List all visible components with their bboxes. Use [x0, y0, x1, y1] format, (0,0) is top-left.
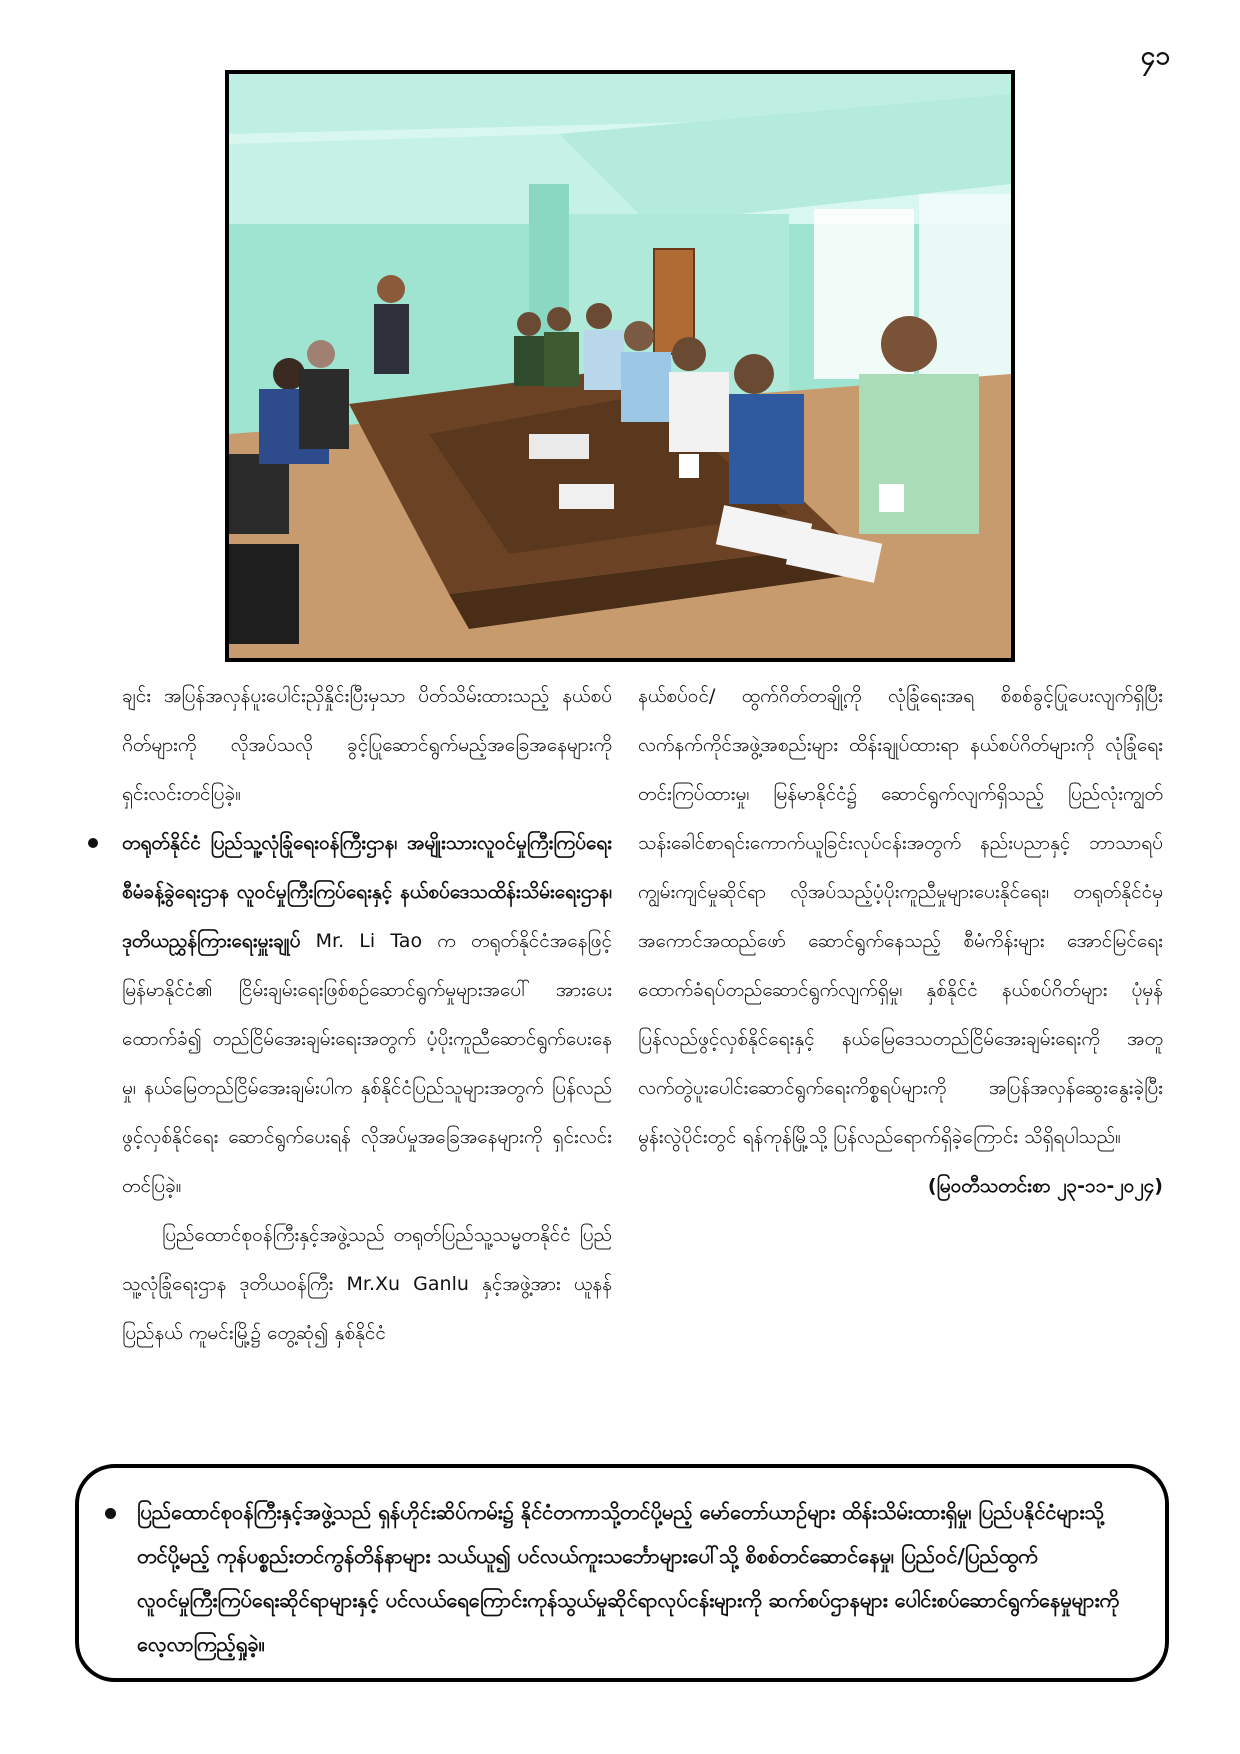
bullet-icon [105, 1508, 116, 1519]
bullet-paragraph [122, 819, 612, 1211]
left-paragraph-1: ချင်း အပြန်အလှန်ပူးပေါင်းညှိနှိုင်းပြီးမှသာ ပိတ်သိမ်းထားသည့် နယ်စပ်ဂိတ်များကို လိုအပ်သလို ခွင့်ပြုဆောင်ရွက်မည့်အခြေအနေများကို ရှင်းလင်းတင်ပြခဲ့။ [122, 685, 612, 805]
bullet-text: Mr. Li Tao က တရုတ်နိုင်ငံအနေဖြင့် မြန်မာနိုင်ငံ၏ ငြိမ်းချမ်းရေးဖြစ်စဉ်ဆောင်ရွက်မှုများအပေါ် အားပေးထောက်ခံ၍ တည်ငြိမ်အေးချမ်းရေးအတွက် ပံ့ပိုးကူညီဆောင်ရွက်ပေးနေမှု၊ နယ်မြေတည်ငြိမ်အေးချမ်းပါက နှစ်နိုင်ငံပြည်သူများအတွက် ပြန်လည်ဖွင့်လှစ်နိုင်ရေး ဆောင်ရွက်ပေးရန် လိုအပ်မှုအခြေအနေများကို ရှင်းလင်းတင်ပြခဲ့။ [122, 930, 612, 1197]
page-number: ၄၁ [1140, 41, 1170, 71]
left-column [122, 672, 612, 1358]
meeting-photo [225, 70, 1015, 662]
bullet-icon [88, 838, 98, 848]
bullet-bold-text: တရုတ်နိုင်ငံ ပြည်သူ့လုံခြုံရေးဝန်ကြီးဌာန၊ အမျိုးသားလူဝင်မှုကြီးကြပ်ရေးစီမံခန့်ခွဲရေးဌာန လူဝင်မှုကြီးကြပ်ရေးနှင့် နယ်စပ်ဒေသထိန်းသိမ်းရေးဌာန၊ ဒုတိယညွှန်ကြားရေးမှူးချုပ် [122, 832, 612, 952]
news-source: (မြဝတီသတင်းစာ ၂၃-၁၁-၂၀၂၄) [927, 1175, 1163, 1197]
left-paragraph-3: ပြည်ထောင်စုဝန်ကြီးနှင့်အဖွဲ့သည် တရုတ်ပြည်သူ့သမ္မတနိုင်ငံ ပြည်သူ့လုံခြုံရေးဌာန ဒုတိယဝန်ကြီး Mr.Xu Ganlu နှင့်အဖွဲ့အား ယူနန်ပြည်နယ် ကူမင်းမြို့၌ တွေ့ဆုံ၍ နှစ်နိုင်ငံ [122, 1224, 612, 1344]
right-paragraph-1: နယ်စပ်ဝင်/ ထွက်ဂိတ်တချို့ကို လုံခြုံရေးအရ စိစစ်ခွင့်ပြုပေးလျက်ရှိပြီး လက်နက်ကိုင်အဖွဲ့အစည်းများ ထိန်းချုပ်ထားရာ နယ်စပ်ဂိတ်များကို လုံခြုံရေးတင်းကြပ်ထားမှု၊ မြန်မာနိုင်ငံ၌ ဆောင်ရွက်လျက်ရှိသည့် ပြည်လုံးကျွတ်သန်းခေါင်စာရင်းကောက်ယူခြင်းလုပ်ငန်းအတွက် နည်းပညာနှင့် ဘာသာရပ်ကျွမ်းကျင်မှုဆိုင်ရာ လိုအပ်သည့်ပံ့ပိုးကူညီမှုများပေးနိုင်ရေး၊ တရုတ်နိုင်ငံမှ အကောင်အထည်ဖော် ဆောင်ရွက်နေသည့် စီမံကိန်းများ အောင်မြင်ရေးထောက်ခံရပ်တည်ဆောင်ရွက်လျက်ရှိမှု၊ နှစ်နိုင်ငံ နယ်စပ်ဂိတ်များ ပုံမှန်ပြန်လည်ဖွင့်လှစ်နိုင်ရေးနှင့် နယ်မြေဒေသတည်ငြိမ်အေးချမ်းရေးကို အတူလက်တွဲပူးပေါင်းဆောင်ရွက်ရေးကိစ္စရပ်များကို အပြန်အလှန်ဆွေးနွေးခဲ့ပြီး မွန်းလွဲပိုင်းတွင် ရန်ကုန်မြို့သို့ ပြန်လည်ရောက်ရှိခဲ့ကြောင်း သိရှိရပါသည်။ [638, 685, 1163, 1148]
meeting-photo-illustration [229, 74, 1011, 658]
notice-box [75, 1464, 1169, 1682]
standing-speaker [374, 304, 409, 374]
right-column [638, 672, 1163, 1211]
notice-text: ပြည်ထောင်စုဝန်ကြီးနှင့်အဖွဲ့သည် ရှန်ဟိုင်းဆိပ်ကမ်း၌ နိုင်ငံတကာသို့တင်ပို့မည့် မော်တော်ယာဉ်များ ထိန်းသိမ်းထားရှိမှု၊ ပြည်ပနိုင်ငံများသို့ တင်ပို့မည့် ကုန်ပစ္စည်းတင်ကွန်တိန်နာများ သယ်ယူ၍ ပင်လယ်ကူးသင်္ဘောများပေါ်သို့ စိစစ်တင်ဆောင်နေမှု၊ ပြည်ဝင်/ပြည်ထွက် လူဝင်မှုကြီးကြပ်ရေးဆိုင်ရာများနှင့် ပင်လယ်ရေကြောင်းကုန်သွယ်မှုဆိုင်ရာလုပ်ငန်းများကို ဆက်စပ်ဌာနများ ပေါင်းစပ်ဆောင်ရွက်နေမှုများကို လေ့လာကြည့်ရှုခဲ့။ [137, 1500, 1120, 1656]
